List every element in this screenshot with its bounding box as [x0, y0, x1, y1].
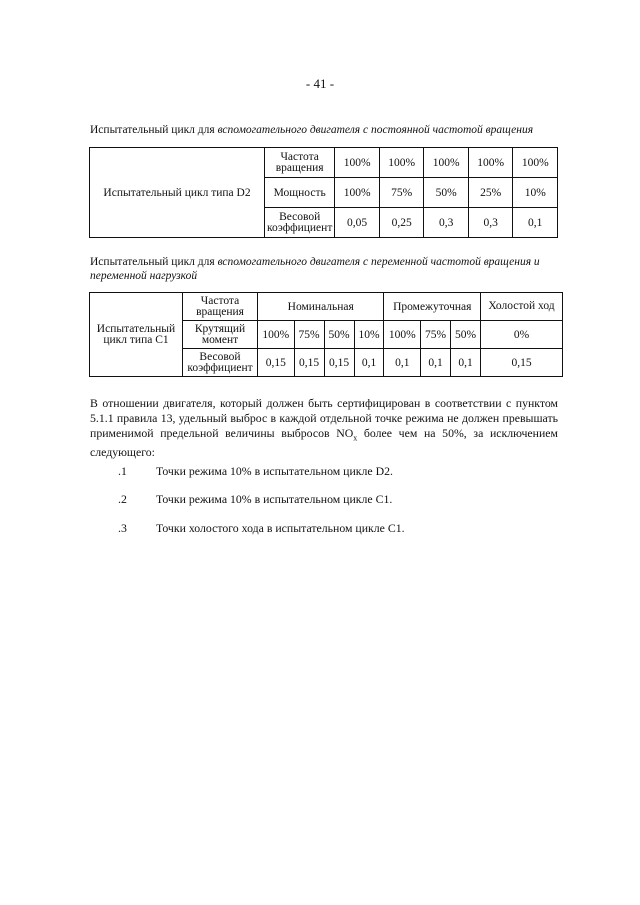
table-cell: 75%	[294, 321, 324, 349]
exceptions-paragraph	[90, 396, 558, 460]
table-cell: 0,15	[258, 349, 295, 377]
table-row	[90, 293, 563, 321]
table-cell: 0,1	[451, 349, 481, 377]
table1-caption-plain: Испытательный цикл для	[90, 124, 218, 136]
table-cell: 100%	[513, 148, 558, 178]
table-cell: 10%	[354, 321, 384, 349]
table-cell: 100%	[384, 321, 421, 349]
table-cell: 0,1	[421, 349, 451, 377]
table-cell: 0,1	[384, 349, 421, 377]
table2-caption	[90, 255, 565, 283]
table-cell: 0,05	[335, 208, 380, 238]
table-cell: 0,15	[294, 349, 324, 377]
table-cell: 50%	[324, 321, 354, 349]
param-power-label: Мощность	[265, 178, 335, 208]
table-cell: 100%	[335, 178, 380, 208]
table-cell: 75%	[421, 321, 451, 349]
table-cell: 50%	[451, 321, 481, 349]
table-cell: 10%	[513, 178, 558, 208]
speed-group-idle: Холостой ход	[481, 293, 563, 321]
table-row	[90, 148, 558, 178]
table-cell: 25%	[468, 178, 513, 208]
param-speed-label: Частота вращения	[265, 148, 335, 178]
speed-group-intermediate: Промежуточная	[384, 293, 481, 321]
table-cell: 100%	[379, 148, 424, 178]
table-cell: 75%	[379, 178, 424, 208]
list-item-number: .2	[118, 492, 127, 506]
list-item-number: .1	[118, 464, 127, 478]
table-cell: 0,1	[354, 349, 384, 377]
table-cell: 0,15	[324, 349, 354, 377]
table2-caption-plain: Испытательный цикл для	[90, 256, 218, 268]
table2-caption-italic: вспомогательного двигателя с переменной частотой вращения и переменной нагрузкой	[90, 256, 540, 282]
table-cell: 100%	[424, 148, 469, 178]
cycle-d2-label: Испытательный цикл типа D2	[90, 148, 265, 238]
speed-group-rated: Номинальная	[258, 293, 384, 321]
table-cell: 100%	[335, 148, 380, 178]
table-cell: 0%	[481, 321, 563, 349]
list-item-text: Точки холостого хода в испытательном цикле C1.	[156, 521, 405, 535]
table-cell: 0,3	[424, 208, 469, 238]
param-speed-label: Частота вращения	[183, 293, 258, 321]
table-cell: 0,1	[513, 208, 558, 238]
page-number: - 41 -	[305, 76, 335, 91]
list-item-text: Точки режима 10% в испытательном цикле C1.	[156, 492, 393, 506]
paragraph-text: В отношении двигателя, который должен быть сертифицирован в соответствии с пунктом 5.1.1 правила 13, удельный выброс в каждой отдельной точке режима не должен превышать применимой предельной величины выбросов NO	[90, 396, 558, 440]
paragraph-text-end: более чем на 50%, за исключением следующего:	[90, 426, 558, 460]
table-cell: 0,3	[468, 208, 513, 238]
list-item-number: .3	[118, 521, 127, 535]
table-cell: 50%	[424, 178, 469, 208]
param-weight-label: Весовой коэффициент	[183, 349, 258, 377]
param-torque-label: Крутящий момент	[183, 321, 258, 349]
nox-subscript: x	[353, 433, 358, 443]
table-cell: 0,15	[481, 349, 563, 377]
param-weight-label: Весовой коэффициент	[265, 208, 335, 238]
table1-caption-italic: вспомогательного двигателя с постоянной частотой вращения	[217, 124, 534, 136]
table-cell: 100%	[468, 148, 513, 178]
table-cell: 0,25	[379, 208, 424, 238]
test-cycle-d2-table	[89, 147, 558, 238]
test-cycle-c1-table	[89, 292, 563, 377]
table1-caption	[90, 123, 565, 137]
table-cell: 100%	[258, 321, 295, 349]
cycle-c1-label: Испытательный цикл типа C1	[90, 293, 183, 377]
list-item-text: Точки режима 10% в испытательном цикле D2.	[156, 464, 393, 478]
